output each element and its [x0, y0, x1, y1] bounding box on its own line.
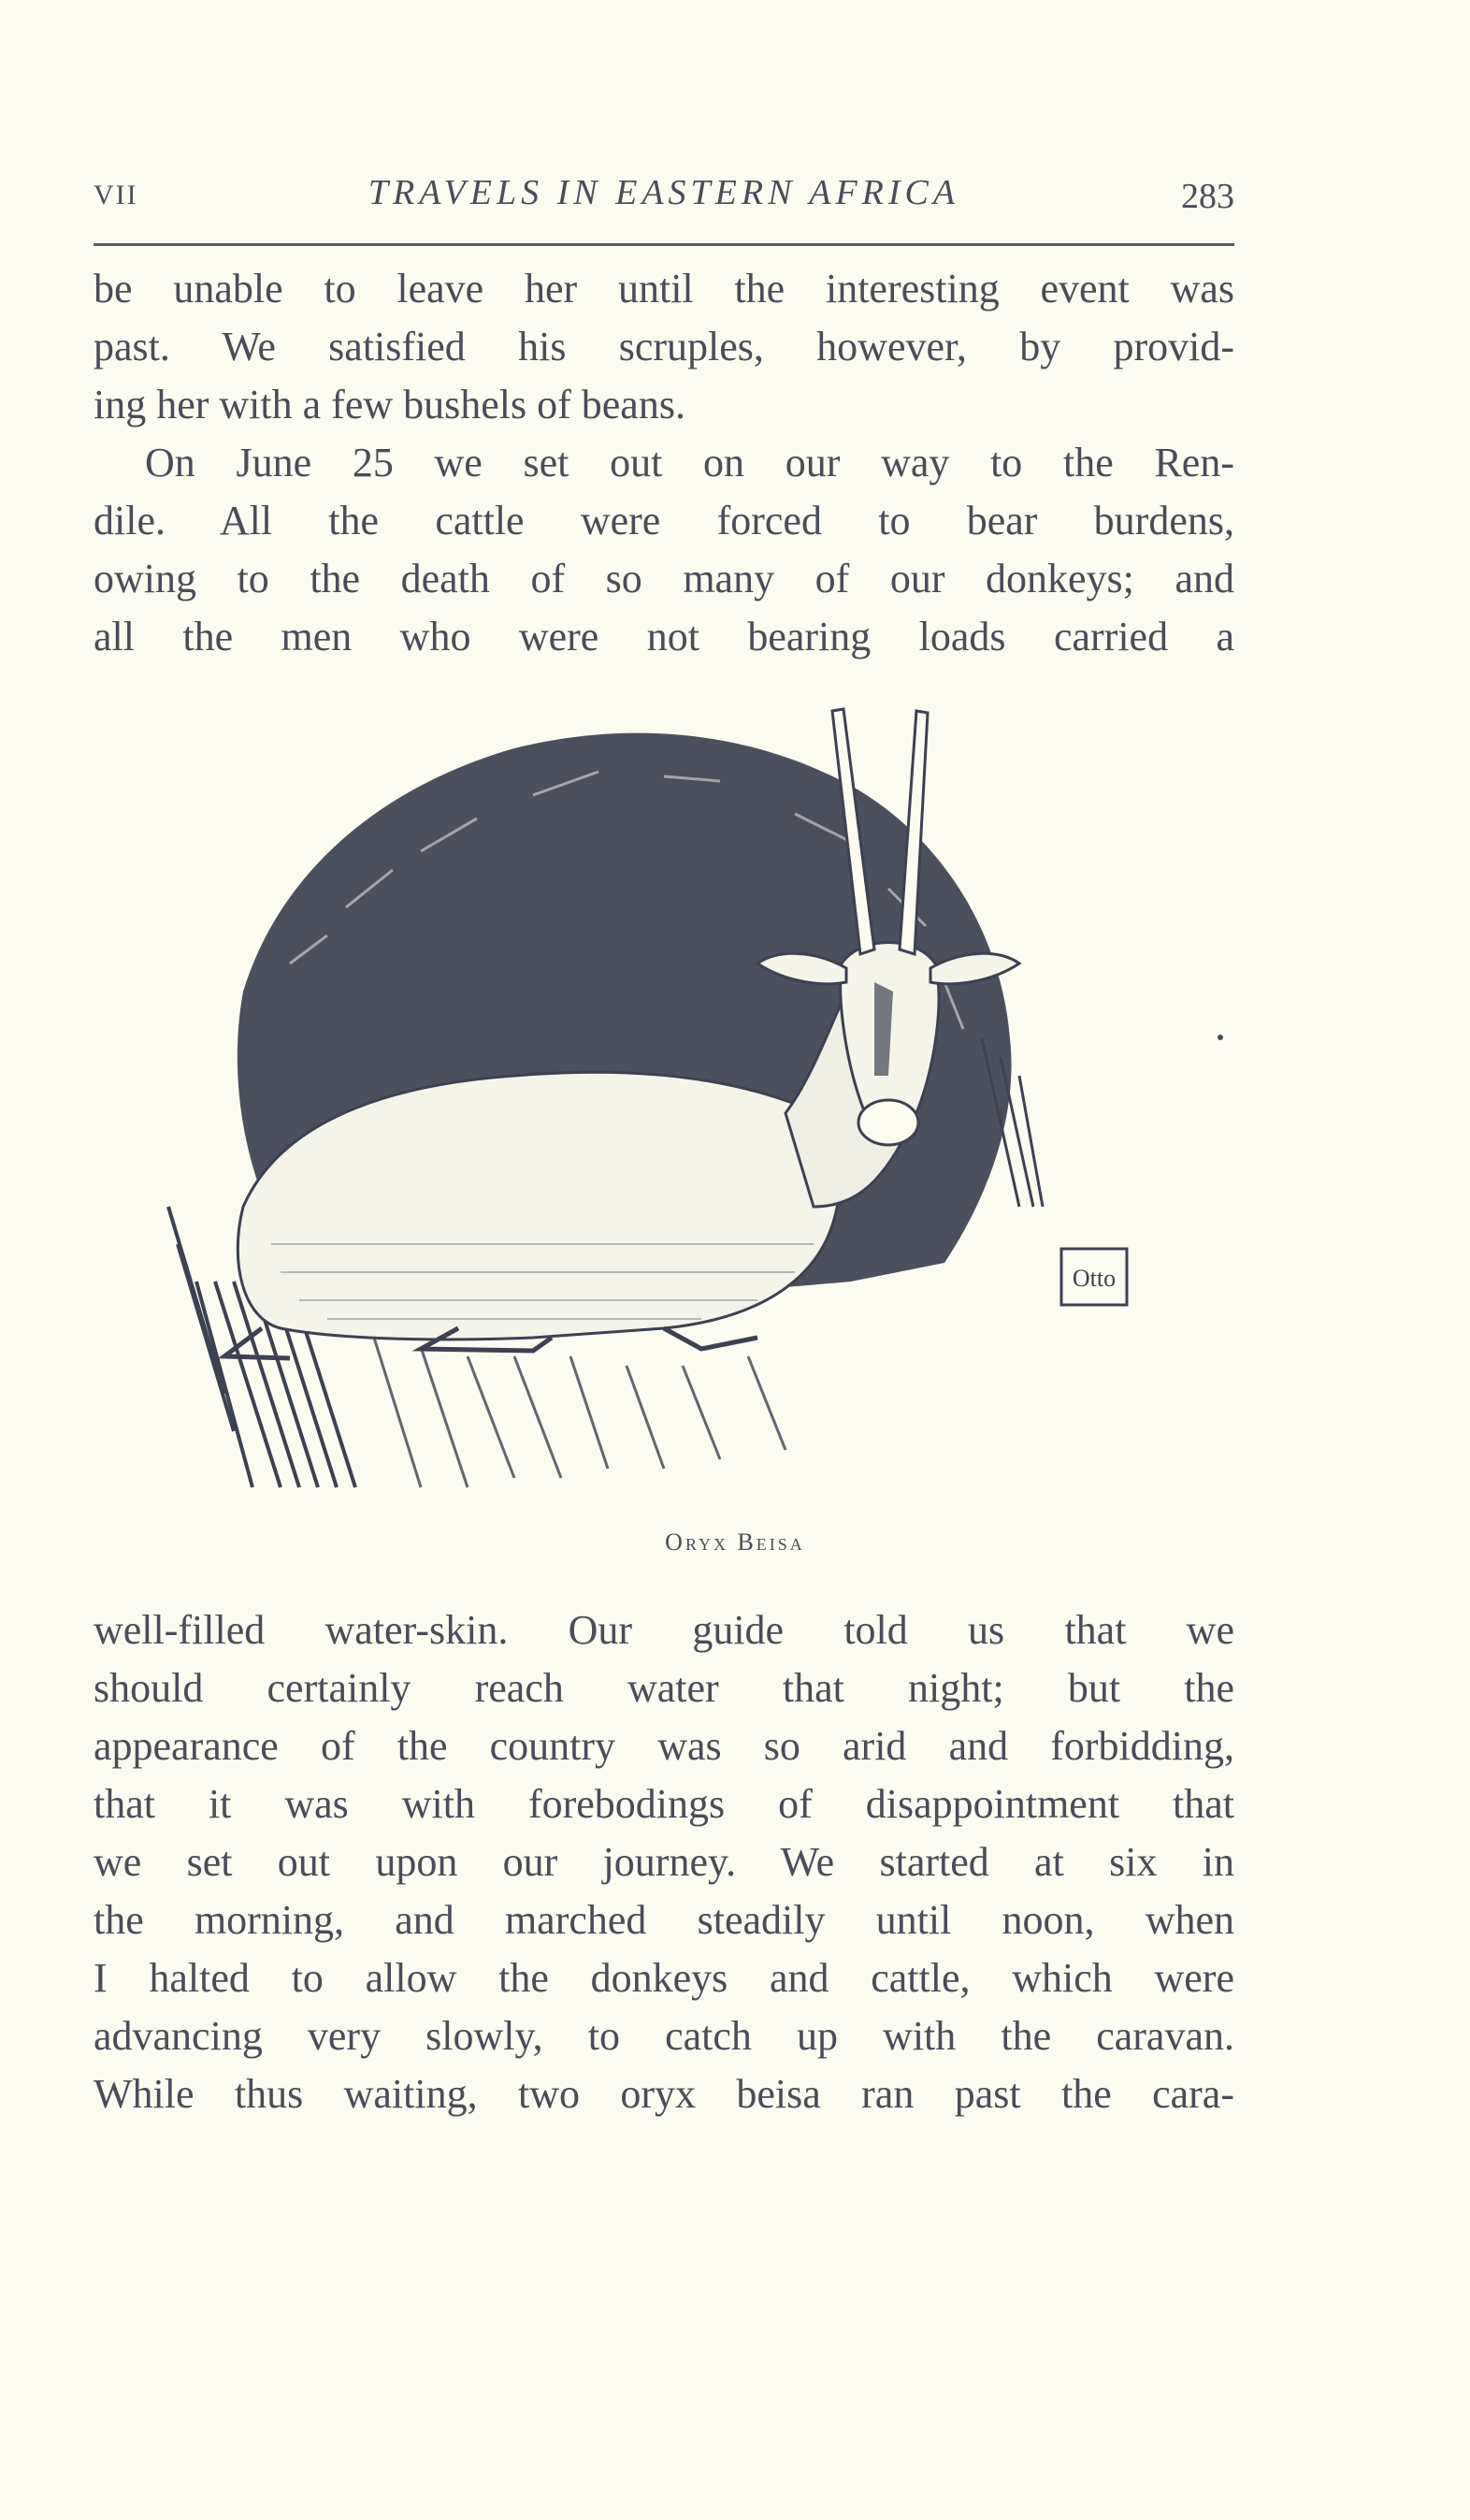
paragraph-bottom	[94, 1601, 1234, 2123]
running-head	[94, 168, 1234, 224]
text-line: While thus waiting, two oryx beisa ran past the cara-	[94, 2071, 1234, 2117]
text-line: I halted to allow the donkeys and cattle, which were	[94, 1955, 1234, 2001]
text-line: advancing very slowly, to catch up with the caravan.	[94, 2013, 1234, 2059]
text-line: past. We satisfied his scruples, however, by provid-	[94, 324, 1234, 369]
text-line: should certainly reach water that night; but the	[94, 1665, 1234, 1711]
text-line: owing to the death of so many of our donkeys; and	[94, 556, 1234, 601]
text-line: all the men who were not bearing loads carried a	[94, 614, 1234, 659]
text-line: appearance of the country was so arid and forbidding,	[94, 1723, 1234, 1769]
running-title: TRAVELS IN EASTERN AFRICA	[368, 173, 960, 212]
text-line: well-filled water-skin. Our guide told us that we	[94, 1607, 1234, 1653]
artist-monogram: Otto	[1072, 1265, 1117, 1292]
caption-text: Oryx Beisa	[665, 1528, 805, 1556]
oryx-muzzle	[858, 1100, 918, 1145]
text-line: that it was with forebodings of disappointment that	[94, 1781, 1234, 1827]
chapter-number: VII	[94, 180, 138, 210]
header-rule	[94, 243, 1234, 246]
grass-bottom	[374, 1338, 785, 1487]
paragraph-top	[94, 260, 1234, 666]
figure-caption	[0, 1528, 1470, 1557]
oryx-illustration	[140, 683, 1150, 1497]
text-line: On June 25 we set out on our way to the Ren-	[145, 440, 1234, 485]
ink-speck	[1218, 1035, 1223, 1040]
text-line: ing her with a few bushels of beans.	[94, 382, 685, 427]
engraving-svg	[140, 683, 1150, 1497]
text-line: be unable to leave her until the interesting event was	[94, 266, 1234, 311]
text-line: we set out upon our journey. We started at six in	[94, 1839, 1234, 1885]
text-line: dile. All the cattle were forced to bear burdens,	[94, 498, 1234, 543]
page-number: 283	[1181, 177, 1234, 216]
text-line: the morning, and marched steadily until noon, when	[94, 1897, 1234, 1943]
